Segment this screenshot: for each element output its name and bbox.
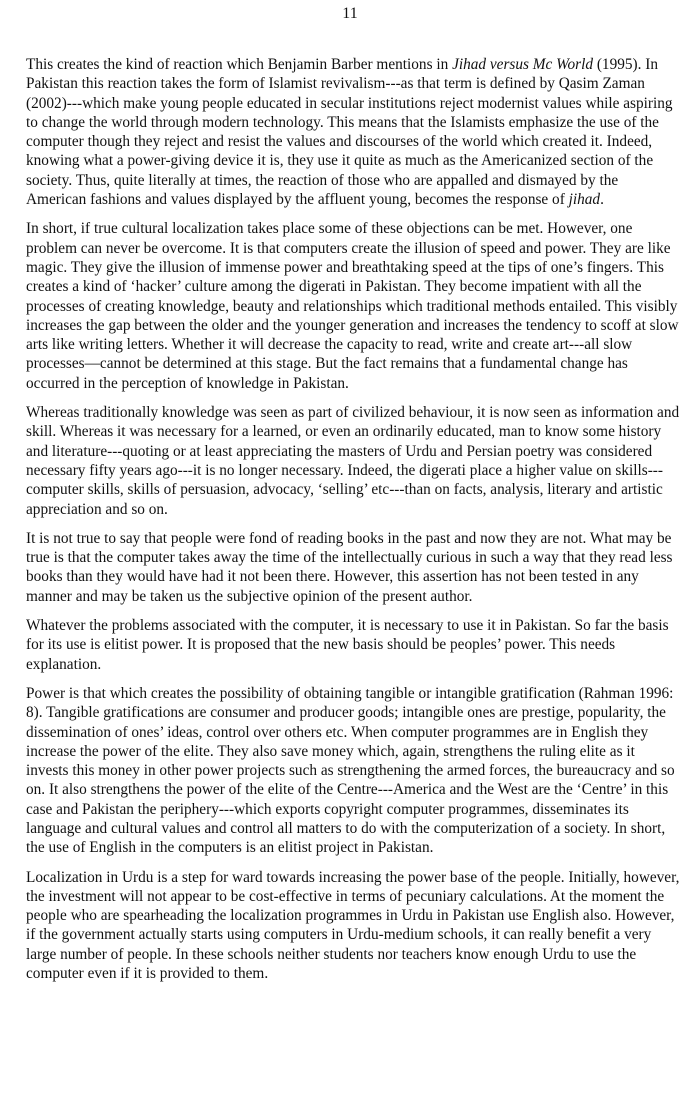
paragraph-2-text: In short, if true cultural localization takes place some of these objections can be met. However, one problem can never be overcome. It is that computers create the illusion of speed and power. They are like magic. They give the illusion of immense power and breathtaking speed at the tips of one’s fingers. This creates a kind of ‘hacker’ culture among the digerati in Pakistan. They become impatient with all the processes of creating knowledge, beauty and relationships which traditional methods entailed. This visibly increases the gap between the older and the younger generation and increases the tendency to scoff at slow arts like writing letters. Whether it will decrease the capacity to read, write and create art---all slow processes—cannot be determined at this stage. But the fact remains that a fundamental change has occurred in the perception of knowledge in Pakistan. [26,220,679,392]
paragraph-1-text-3: . [600,191,604,209]
paragraph-1-text-1: This creates the kind of reaction which Benjamin Barber mentions in [26,56,453,73]
paragraph-4-text: It is not true to say that people were fond of reading books in the past and now they are not. What may be true is that the computer takes away the time of the intellectually curious in such a way that they read less books than they would have had it not been there. However, this assertion has not been tested in any manner and may be taken us the subjective opinion of the present author. [26,529,673,605]
paragraph-3 [26,403,680,519]
term-jihad: jihad [568,191,601,209]
paragraph-1-text-2: (1995). In Pakistan this reaction takes the form of Islamist revivalism---as that term is defined by Qasim Zaman (2002)---which make young people educated in secular institutions reject modernist values while aspiring to change the world through modern technology. This means that the Islamists emphasize the use of the computer though they reject and resist the values and discourses of the world which created it. Indeed, knowing what a power-giving device it is, they use it quite as much as the Americanized section of the society. Thus, quite literally at times, the reaction of those who are appalled and dismayed by the American fashions and values displayed by the affluent young, becomes the response of [26,56,673,209]
paragraph-6 [26,684,680,858]
paragraph-5 [26,616,680,674]
paragraph-6-text: Power is that which creates the possibility of obtaining tangible or intangible gratification (Rahman 1996: 8). Tangible gratifications are consumer and producer goods; intangible ones are prestige, popularity, the dissemination of ones’ ideas, control over others etc. When computer programmes are in English they increase the power of the elite. They also save money which, again, strengthens the ruling elite as it invests this money in other power projects such as strengthening the armed forces, the bureaucracy and so on. It also strengthens the power of the elite of the Centre---America and the West are the ‘Centre’ in this case and Pakistan the periphery---which exports copyright computer programmes, disseminates its language and cultural values and control all matters to do with the computerization of a society. In short, the use of English in the computers is an elitist project in Pakistan. [26,684,675,857]
paragraph-7-text: Localization in Urdu is a step for ward towards increasing the power base of the people. Initially, however, the investment will not appear to be cost-effective in terms of pecuniary calculations. At the moment the people who are spearheading the localization programmes in Urdu in Pakistan use English also. However, if the government actually starts using computers in Urdu-medium schools, it can really benefit a very large number of people. In these schools neither students nor teachers know enough Urdu to use the computer even if it is provided to them. [26,868,680,983]
paragraph-7 [26,868,680,984]
paragraph-3-text: Whereas traditionally knowledge was seen as part of civilized behaviour, it is now seen as information and skill. Whereas it was necessary for a learned, or even an ordinarily educated, man to know some history and literature---quoting or at least appreciating the masters of Urdu and Persian poetry was considered necessary fifty years ago---it is no longer necessary. Indeed, the digerati place a higher value on skills---computer skills, skills of persuasion, advocacy, ‘selling’ etc---than on facts, analysis, literary and artistic appreciation and so on. [26,404,680,518]
paragraph-5-text: Whatever the problems associated with the computer, it is necessary to use it in Pakistan. So far the basis for its use is elitist power. It is proposed that the new basis should be peoples’ power. This needs explanation. [26,617,669,673]
page-number: 11 [342,5,358,22]
paragraph-1 [26,55,680,209]
book-title-jihad-versus-mc-world: Jihad versus Mc World [452,56,593,73]
paragraph-4 [26,529,680,606]
body-text [26,55,680,983]
paragraph-2 [26,219,680,393]
